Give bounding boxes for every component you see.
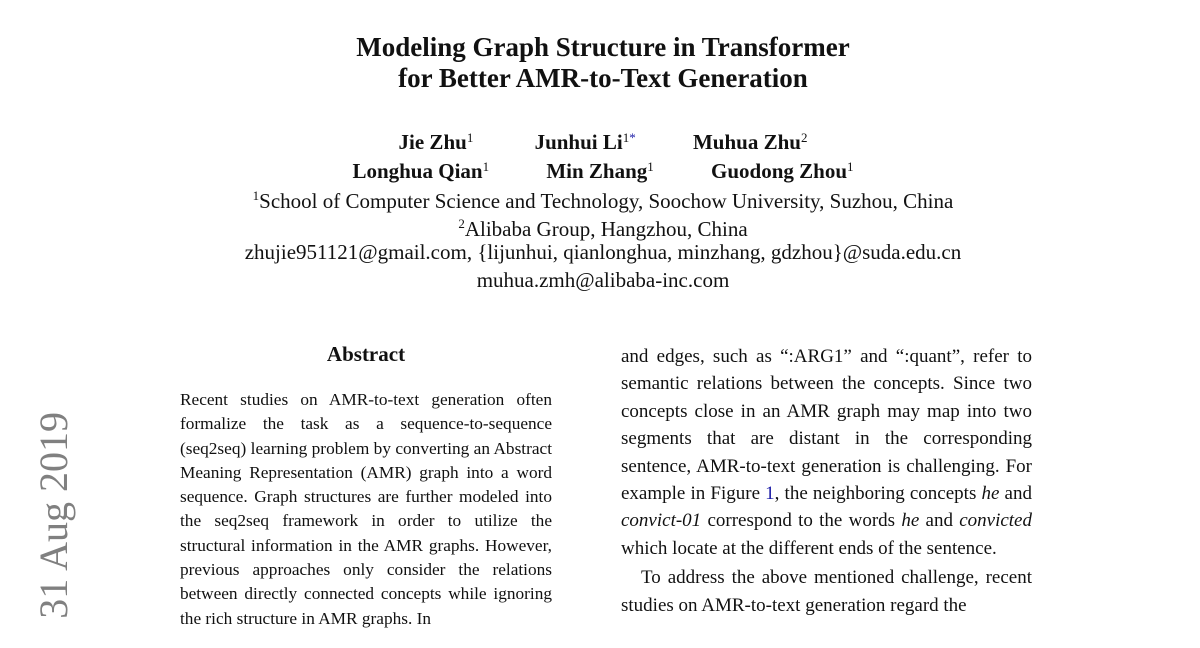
italic-term: convict-01	[621, 510, 702, 532]
author-junhui-li	[535, 124, 636, 156]
affil-text: Alibaba Group, Hangzhou, China	[464, 217, 748, 241]
figure-ref-link[interactable]: 1	[765, 483, 775, 505]
italic-term: he	[901, 510, 920, 532]
text-run: which locate at the different ends of the sentence.	[621, 537, 997, 559]
author-affil-sup: 1	[482, 159, 490, 174]
intro-paragraph-1	[621, 343, 1032, 562]
author-name: Longhua Qian	[352, 159, 483, 183]
author-affil-sup: 1	[847, 159, 854, 174]
email-line-1[interactable]: zhujie951121@gmail.com, {lijunhui, qianlonghua, minzhang, gdzhou}@suda.edu.cn	[244, 240, 962, 264]
author-affil-sup: 1	[647, 159, 654, 174]
affil-number: 1	[622, 130, 630, 145]
abstract-text: Recent studies on AMR-to-text generation often formalize the task as a sequence-to-sequence (seq2seq) learning problem by converting an Abstract Meaning Representation (AMR) graph into a word sequence. Graph structures are further modeled into the seq2seq framework in order to utilize the structural information in the AMR graphs. However, previous approaches only consider the relations between directly connected concepts while ignoring the rich structure in AMR graphs. In	[180, 390, 552, 628]
text-run: , the neighboring concepts	[774, 483, 982, 505]
author-name: Muhua Zhu	[692, 130, 801, 154]
paper-title	[0, 32, 1200, 94]
text-run: and edges, such as “:ARG1” and “:quant”, refer to semantic relations between the concepts. Since two concepts close in an AMR graph may map into two segments that are distant in the corresponding sentence, AMR-to-text generation is challenging. For example in Figure	[621, 346, 1032, 505]
author-affil-sup: 1	[466, 130, 474, 145]
author-name: Jie Zhu	[398, 130, 467, 154]
author-row-1	[0, 124, 1200, 156]
text-run: and	[999, 483, 1032, 505]
author-muhua-zhu	[693, 124, 807, 156]
affil-sup: 1	[252, 188, 260, 203]
intro-paragraph-2: To address the above mentioned challenge, recent studies on AMR-to-text generation regard the	[621, 567, 1032, 616]
author-affil-sup: 2	[800, 130, 808, 145]
author-longhua-qian	[352, 153, 489, 185]
author-min-zhang	[546, 153, 653, 185]
italic-term: he	[981, 483, 1000, 505]
author-guodong-zhou	[711, 153, 854, 185]
italic-term: convicted	[959, 510, 1032, 532]
affil-sup: 2	[458, 216, 465, 231]
title-line-2: for Better AMR-to-Text Generation	[398, 63, 808, 93]
abstract-heading: Abstract	[326, 342, 406, 366]
title-line-1: Modeling Graph Structure in Transformer	[356, 32, 850, 62]
arxiv-date-stamp	[30, 412, 90, 648]
affil-text: School of Computer Science and Technology, Soochow University, Suzhou, China	[259, 189, 954, 213]
author-row-2	[0, 153, 1200, 185]
author-name: Guodong Zhou	[711, 159, 848, 183]
text-run: correspond to the words	[701, 510, 902, 532]
email-line-2[interactable]: muhua.zmh@alibaba-inc.com	[476, 268, 730, 292]
author-name: Min Zhang	[546, 159, 648, 183]
author-jie-zhu	[399, 124, 474, 156]
author-name: Junhui Li	[534, 130, 623, 154]
author-affil-sup	[623, 130, 636, 145]
intro-column	[621, 343, 1032, 619]
arxiv-date-text: 31 Aug 2019	[31, 412, 76, 619]
text-run: and	[919, 510, 960, 532]
corresponding-author-mark[interactable]: *	[629, 130, 636, 145]
